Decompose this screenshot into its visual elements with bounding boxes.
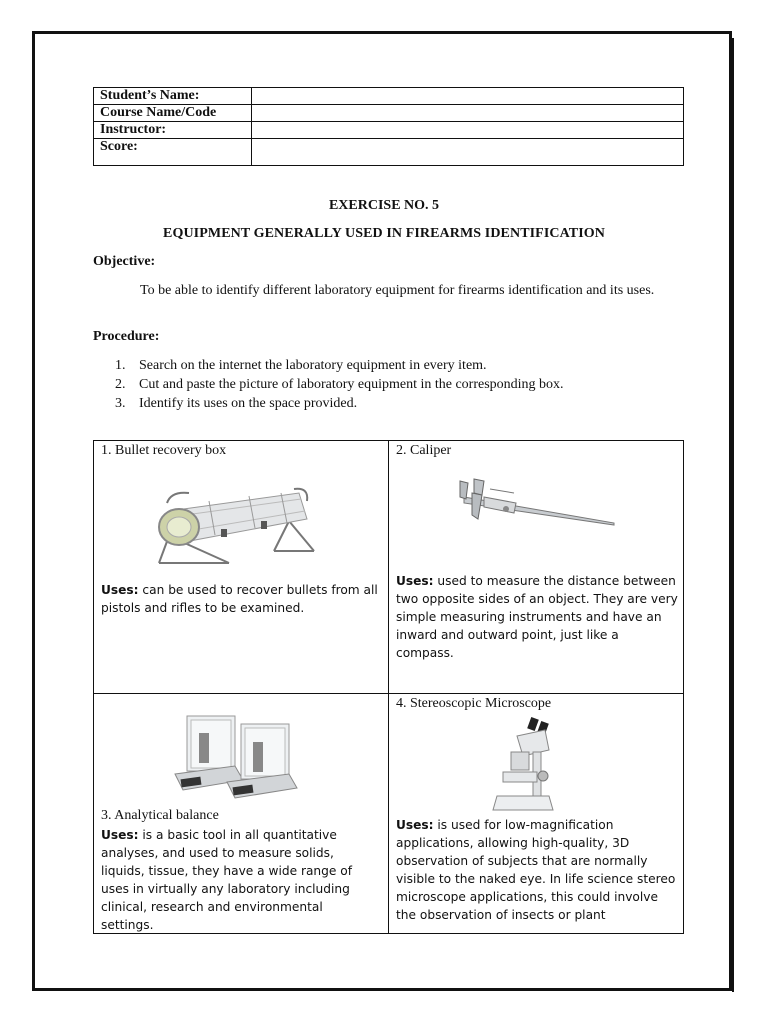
analytical-balance-cell <box>94 694 389 933</box>
course-field[interactable] <box>252 105 684 122</box>
table-row <box>94 88 684 105</box>
exercise-number: EXERCISE NO. 5 <box>328 198 440 213</box>
caliper-image <box>454 473 624 528</box>
stereoscopic-microscope-title: 4. Stereoscopic Microscope <box>396 696 552 711</box>
uses-label: Uses: <box>396 574 434 588</box>
equipment-grid <box>93 440 684 934</box>
score-label: Score: <box>94 139 252 166</box>
table-row <box>94 139 684 166</box>
bullet-recovery-box-image <box>149 481 319 571</box>
caliper-cell <box>389 441 683 694</box>
student-name-field[interactable] <box>252 88 684 105</box>
procedure-list <box>93 356 564 413</box>
step-text: Identify its uses on the space provided. <box>139 396 358 411</box>
uses-text: is a basic tool in all quantitative analyses, and used to measure solids, liquids, tissue, they have a wide range of uses in virtually any laboratory including clinical, research and environmental settings. <box>101 828 353 932</box>
uses-label: Uses: <box>396 818 434 832</box>
step-number: 2. <box>115 377 126 392</box>
objective-text: To be able to identify different laboratory equipment for firearms identification and its uses. <box>140 283 655 298</box>
step-text: Search on the internet the laboratory equipment in every item. <box>139 358 487 373</box>
table-row <box>94 105 684 122</box>
objective-heading: Objective: <box>93 254 156 269</box>
list-item <box>93 356 564 375</box>
analytical-balance-uses <box>101 826 371 934</box>
table-row <box>94 122 684 139</box>
list-item <box>93 394 564 413</box>
stereoscopic-microscope-image <box>489 716 559 814</box>
procedure-heading: Procedure: <box>93 329 160 344</box>
stereoscopic-microscope-cell <box>389 694 683 933</box>
instructor-field[interactable] <box>252 122 684 139</box>
exercise-title: EQUIPMENT GENERALLY USED IN FIREARMS IDENTIFICATION <box>163 226 605 241</box>
step-text: Cut and paste the picture of laboratory equipment in the corresponding box. <box>139 377 564 392</box>
student-info-table <box>93 87 684 166</box>
stereoscopic-microscope-uses <box>396 816 680 924</box>
uses-label: Uses: <box>101 828 139 842</box>
student-name-label: Student’s Name: <box>94 88 252 105</box>
bullet-recovery-box-title: 1. Bullet recovery box <box>101 443 227 458</box>
step-number: 3. <box>115 396 126 411</box>
list-item <box>93 375 564 394</box>
analytical-balance-image <box>169 708 304 808</box>
uses-text: can be used to recover bullets from all pistols and rifles to be examined. <box>101 583 378 615</box>
score-field[interactable] <box>252 139 684 166</box>
uses-label: Uses: <box>101 583 139 597</box>
uses-text: used to measure the distance between two opposite sides of an object. They are very simple measuring instruments and have an inward and outward point, just like a compass. <box>396 574 678 660</box>
step-number: 1. <box>115 358 126 373</box>
caliper-uses <box>396 572 680 662</box>
uses-text: is used for low-magnification applications, allowing high-quality, 3D observation of subjects that are normally visible to the naked eye. In life science stereo microscope applications, this could involve the observation of insects or plant <box>396 818 676 922</box>
instructor-label: Instructor: <box>94 122 252 139</box>
bullet-recovery-box-uses <box>101 581 386 617</box>
bullet-recovery-box-cell <box>94 441 389 694</box>
course-label: Course Name/Code <box>94 105 252 122</box>
analytical-balance-title: 3. Analytical balance <box>101 808 219 823</box>
caliper-title: 2. Caliper <box>396 443 452 458</box>
